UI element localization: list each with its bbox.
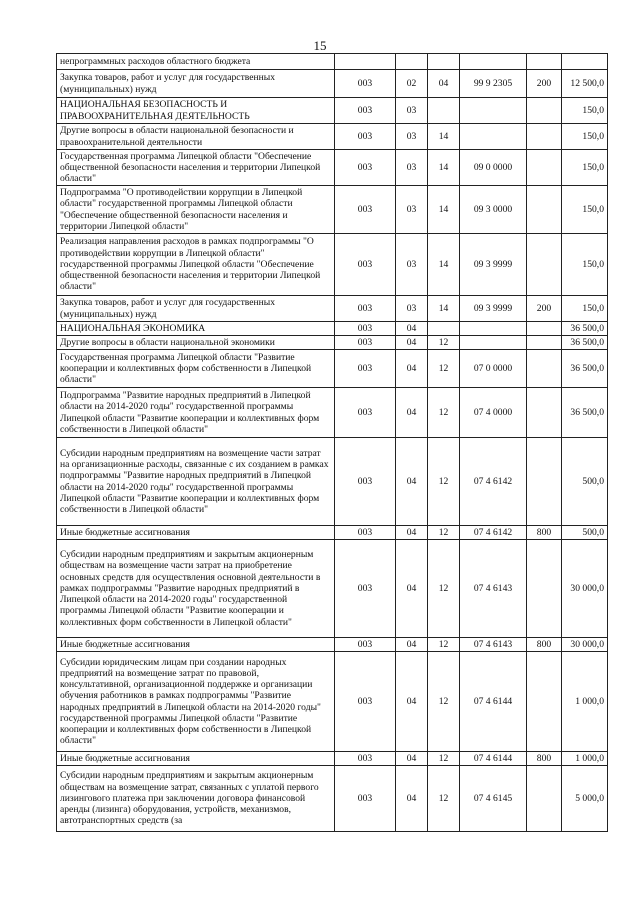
row-expense-type-cell (527, 234, 562, 296)
row-admin-code-cell: 003 (335, 766, 396, 832)
row-amount-cell: 150,0 (562, 150, 608, 186)
table-row (57, 98, 608, 124)
row-subsection-cell: 12 (428, 652, 460, 752)
row-admin-code-cell: 003 (335, 234, 396, 296)
table-row (57, 150, 608, 186)
row-expense-type-cell (527, 388, 562, 438)
row-subsection-cell: 12 (428, 526, 460, 540)
row-name-cell: Субсидии юридическим лицам при создании народных предприятий на возмещение затрат по правовой, консультативной, организационной поддержке и организации обучения работников в рамках подпрограммы "Развитие народных предприятий в Липецкой области на 2014-2020 годы" государственной программы Липецкой области "Развитие кооперации и коллективных форм собственности в Липецкой области" (57, 652, 335, 752)
table-row (57, 388, 608, 438)
row-section-cell: 02 (396, 70, 428, 98)
table-row (57, 234, 608, 296)
table-row (57, 54, 608, 70)
row-name-cell: Закупка товаров, работ и услуг для государственных (муниципальных) нужд (57, 296, 335, 322)
row-section-cell: 04 (396, 438, 428, 526)
row-subsection-cell: 12 (428, 350, 460, 388)
row-name-cell: Подпрограмма "О противодействии коррупции в Липецкой области" государственной программы Липецкой области "Обеспечение общественной безопасности населения и территории Липецкой области" (57, 186, 335, 234)
row-amount-cell: 36 500,0 (562, 336, 608, 350)
row-admin-code-cell (335, 54, 396, 70)
row-admin-code-cell: 003 (335, 752, 396, 766)
row-amount-cell: 1 000,0 (562, 652, 608, 752)
row-expense-type-cell (527, 322, 562, 336)
table-row (57, 766, 608, 832)
row-target-article-cell: 07 4 0000 (460, 388, 527, 438)
row-name-cell: непрограммных расходов областного бюджета (57, 54, 335, 70)
row-expense-type-cell (527, 350, 562, 388)
row-section-cell: 04 (396, 322, 428, 336)
row-amount-cell: 150,0 (562, 234, 608, 296)
table-row (57, 438, 608, 526)
row-admin-code-cell: 003 (335, 296, 396, 322)
row-expense-type-cell (527, 98, 562, 124)
row-subsection-cell: 12 (428, 766, 460, 832)
row-expense-type-cell (527, 652, 562, 752)
row-name-cell: Государственная программа Липецкой области "Развитие кооперации и коллективных форм собственности в Липецкой области" (57, 350, 335, 388)
row-amount-cell: 36 500,0 (562, 322, 608, 336)
row-subsection-cell: 12 (428, 388, 460, 438)
row-expense-type-cell (527, 124, 562, 150)
row-section-cell: 04 (396, 526, 428, 540)
budget-table-body (57, 54, 608, 832)
row-subsection-cell (428, 98, 460, 124)
row-section-cell (396, 54, 428, 70)
table-row (57, 124, 608, 150)
row-name-cell: НАЦИОНАЛЬНАЯ БЕЗОПАСНОСТЬ И ПРАВООХРАНИТЕЛЬНАЯ ДЕЯТЕЛЬНОСТЬ (57, 98, 335, 124)
row-amount-cell: 36 500,0 (562, 388, 608, 438)
row-section-cell: 04 (396, 752, 428, 766)
row-admin-code-cell: 003 (335, 652, 396, 752)
row-name-cell: Подпрограмма "Развитие народных предприятий в Липецкой области на 2014-2020 годы" государственной программы Липецкой области "Развитие кооперации и коллективных форм собственности в Липецкой области" (57, 388, 335, 438)
row-target-article-cell (460, 98, 527, 124)
row-amount-cell: 150,0 (562, 98, 608, 124)
row-target-article-cell: 07 4 6145 (460, 766, 527, 832)
row-name-cell: Другие вопросы в области национальной экономики (57, 336, 335, 350)
row-target-article-cell: 99 9 2305 (460, 70, 527, 98)
row-expense-type-cell (527, 438, 562, 526)
row-expense-type-cell (527, 150, 562, 186)
row-expense-type-cell: 800 (527, 638, 562, 652)
row-target-article-cell: 09 3 9999 (460, 234, 527, 296)
row-target-article-cell (460, 54, 527, 70)
row-subsection-cell (428, 54, 460, 70)
row-amount-cell: 12 500,0 (562, 70, 608, 98)
row-admin-code-cell: 003 (335, 540, 396, 638)
row-target-article-cell: 07 4 6142 (460, 526, 527, 540)
row-subsection-cell: 14 (428, 234, 460, 296)
row-amount-cell: 30 000,0 (562, 638, 608, 652)
row-section-cell: 04 (396, 336, 428, 350)
row-admin-code-cell: 003 (335, 98, 396, 124)
row-name-cell: Другие вопросы в области национальной безопасности и правоохранительной деятельности (57, 124, 335, 150)
row-section-cell: 03 (396, 296, 428, 322)
row-amount-cell: 5 000,0 (562, 766, 608, 832)
row-target-article-cell (460, 336, 527, 350)
row-name-cell: Реализация направления расходов в рамках подпрограммы "О противодействии коррупции в Липецкой области" государственной программы Липецкой области "Обеспечение общественной безопасности населения и территории Липецкой области" (57, 234, 335, 296)
row-expense-type-cell (527, 54, 562, 70)
row-admin-code-cell: 003 (335, 438, 396, 526)
row-section-cell: 03 (396, 124, 428, 150)
page-number: 15 (313, 38, 327, 53)
table-row (57, 652, 608, 752)
row-subsection-cell: 12 (428, 752, 460, 766)
table-row (57, 526, 608, 540)
row-name-cell: Иные бюджетные ассигнования (57, 638, 335, 652)
row-amount-cell: 30 000,0 (562, 540, 608, 638)
row-name-cell: Субсидии народным предприятиям и закрытым акционерным обществам на возмещение затрат, связанных с уплатой первого лизингового платежа при заключении договора финансовой аренды (лизинга) оборудования, устройств, механизмов, автотранспортных средств (за (57, 766, 335, 832)
row-amount-cell: 1 000,0 (562, 752, 608, 766)
row-name-cell: Иные бюджетные ассигнования (57, 752, 335, 766)
row-target-article-cell: 07 4 6144 (460, 652, 527, 752)
row-amount-cell: 150,0 (562, 296, 608, 322)
row-admin-code-cell: 003 (335, 70, 396, 98)
table-row (57, 350, 608, 388)
row-name-cell: Иные бюджетные ассигнования (57, 526, 335, 540)
row-subsection-cell: 14 (428, 124, 460, 150)
row-name-cell: Закупка товаров, работ и услуг для государственных (муниципальных) нужд (57, 70, 335, 98)
table-row (57, 296, 608, 322)
row-admin-code-cell: 003 (335, 350, 396, 388)
row-section-cell: 03 (396, 98, 428, 124)
table-row (57, 336, 608, 350)
row-name-cell: Субсидии народным предприятиям и закрытым акционерным обществам на возмещение части затрат на приобретение основных средств для осуществления основной деятельности в рамках подпрограммы "Развитие народных предприятий в Липецкой области на 2014-2020 годы" государственной программы Липецкой области "Развитие кооперации и коллективных форм собственности в Липецкой области" (57, 540, 335, 638)
row-expense-type-cell (527, 540, 562, 638)
row-subsection-cell: 04 (428, 70, 460, 98)
row-amount-cell: 150,0 (562, 186, 608, 234)
row-admin-code-cell: 003 (335, 150, 396, 186)
row-section-cell: 03 (396, 186, 428, 234)
row-section-cell: 04 (396, 638, 428, 652)
row-subsection-cell: 14 (428, 186, 460, 234)
table-row (57, 540, 608, 638)
row-admin-code-cell: 003 (335, 526, 396, 540)
row-subsection-cell: 12 (428, 438, 460, 526)
row-admin-code-cell: 003 (335, 388, 396, 438)
row-target-article-cell (460, 124, 527, 150)
row-expense-type-cell (527, 186, 562, 234)
row-expense-type-cell: 800 (527, 752, 562, 766)
row-section-cell: 04 (396, 350, 428, 388)
row-subsection-cell: 12 (428, 336, 460, 350)
row-target-article-cell: 07 4 6142 (460, 438, 527, 526)
row-section-cell: 04 (396, 540, 428, 638)
row-subsection-cell: 12 (428, 540, 460, 638)
row-amount-cell: 150,0 (562, 124, 608, 150)
row-admin-code-cell: 003 (335, 124, 396, 150)
row-section-cell: 03 (396, 234, 428, 296)
row-target-article-cell: 09 3 0000 (460, 186, 527, 234)
row-expense-type-cell: 200 (527, 70, 562, 98)
row-admin-code-cell: 003 (335, 336, 396, 350)
row-amount-cell: 36 500,0 (562, 350, 608, 388)
row-subsection-cell (428, 322, 460, 336)
row-section-cell: 04 (396, 388, 428, 438)
row-admin-code-cell: 003 (335, 638, 396, 652)
row-target-article-cell (460, 322, 527, 336)
row-target-article-cell: 07 4 6144 (460, 752, 527, 766)
row-target-article-cell: 07 4 6143 (460, 638, 527, 652)
row-amount-cell: 500,0 (562, 438, 608, 526)
row-target-article-cell: 07 0 0000 (460, 350, 527, 388)
row-amount-cell: 500,0 (562, 526, 608, 540)
row-admin-code-cell: 003 (335, 186, 396, 234)
table-row (57, 322, 608, 336)
row-admin-code-cell: 003 (335, 322, 396, 336)
row-subsection-cell: 14 (428, 296, 460, 322)
row-expense-type-cell (527, 766, 562, 832)
table-row (57, 70, 608, 98)
table-row (57, 752, 608, 766)
row-amount-cell (562, 54, 608, 70)
row-section-cell: 04 (396, 652, 428, 752)
row-target-article-cell: 09 0 0000 (460, 150, 527, 186)
row-name-cell: Государственная программа Липецкой области "Обеспечение общественной безопасности населения и территории Липецкой области" (57, 150, 335, 186)
row-subsection-cell: 14 (428, 150, 460, 186)
row-expense-type-cell: 200 (527, 296, 562, 322)
row-name-cell: Субсидии народным предприятиям на возмещение части затрат на организационные расходы, связанные с их созданием в рамках подпрограммы "Развитие народных предприятий в Липецкой области на 2014-2020 годы" государственной программы Липецкой области "Развитие кооперации и коллективных форм собственности в Липецкой области" (57, 438, 335, 526)
budget-table (56, 53, 608, 832)
row-expense-type-cell (527, 336, 562, 350)
row-section-cell: 03 (396, 150, 428, 186)
table-row (57, 638, 608, 652)
row-subsection-cell: 12 (428, 638, 460, 652)
row-target-article-cell: 09 3 9999 (460, 296, 527, 322)
row-section-cell: 04 (396, 766, 428, 832)
row-name-cell: НАЦИОНАЛЬНАЯ ЭКОНОМИКА (57, 322, 335, 336)
row-expense-type-cell: 800 (527, 526, 562, 540)
row-target-article-cell: 07 4 6143 (460, 540, 527, 638)
table-row (57, 186, 608, 234)
